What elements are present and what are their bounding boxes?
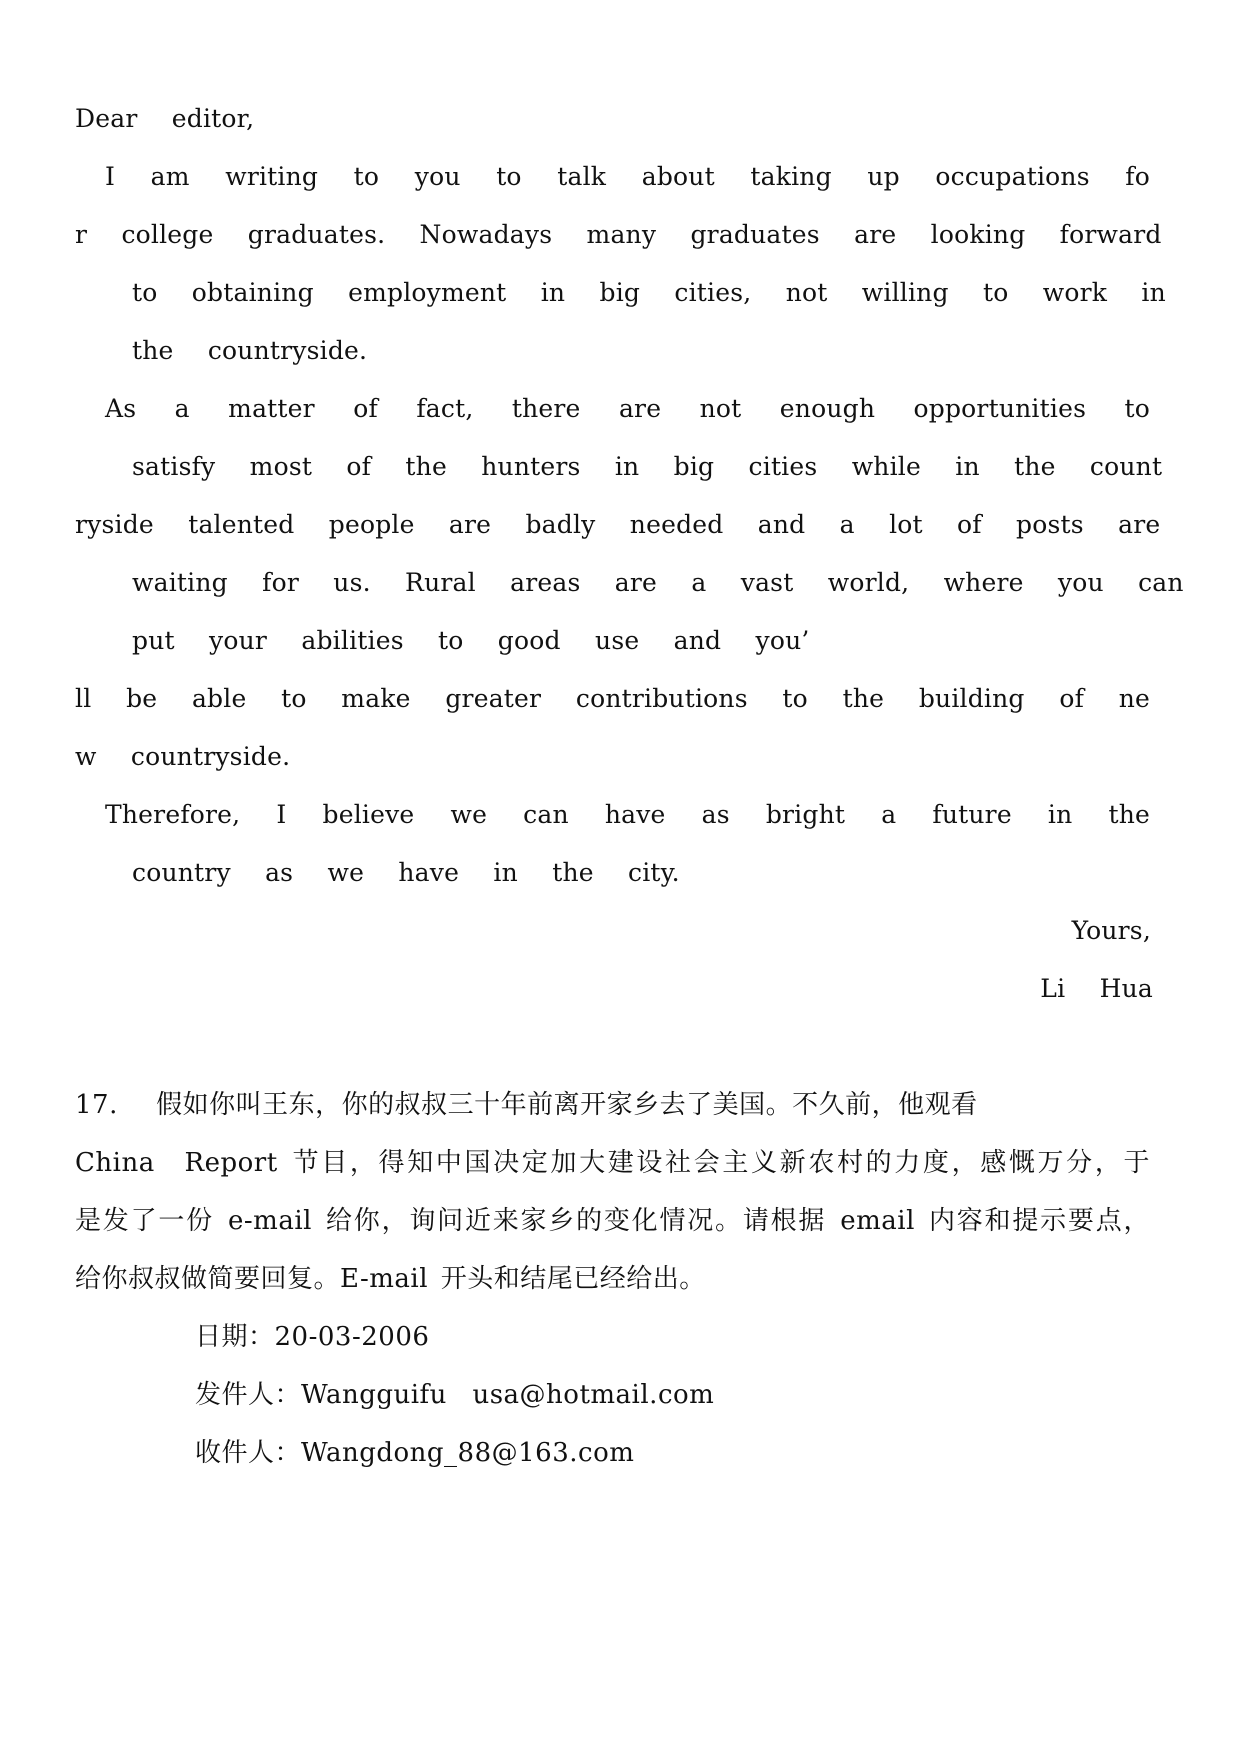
letter-line: put your abilities to good use and you’ [132,626,810,655]
letter-line: ll be able to make greater contributions to the building of ne [75,684,1150,713]
letter-closing: Yours, [1071,916,1151,945]
letter-line: country as we have in the city. [132,858,680,887]
email-to: 收件人：Wangdong_88@163.com [195,1438,635,1468]
letter-line: w countryside. [75,742,291,771]
letter-line: the countryside. [132,336,368,365]
letter-line: waiting for us. Rural areas are a vast world, where you can [132,568,1184,597]
letter-signature: Li Hua [1040,974,1153,1003]
letter-line: to obtaining employment in big cities, not willing to work in [132,278,1166,307]
question-line: 17. 假如你叫王东，你的叔叔三十年前离开家乡去了美国。不久前，他观看 [75,1090,978,1120]
question-line: China Report 节目，得知中国决定加大建设社会主义新农村的力度，感慨万分，于 [75,1148,1150,1178]
letter-line: satisfy most of the hunters in big cities while in the count [132,452,1163,481]
email-date: 日期：20-03-2006 [195,1322,430,1352]
email-from: 发件人：Wangguifu usa@hotmail.com [195,1380,715,1410]
letter-line: Therefore, I believe we can have as bright a future in the [105,800,1150,829]
letter-line: ryside talented people are badly needed and a lot of posts are [75,510,1161,539]
question-line: 是发了一份 e-mail 给你，询问近来家乡的变化情况。请根据 email 内容和提示要点， [75,1206,1150,1236]
question-line: 给你叔叔做简要回复。E-mail 开头和结尾已经给出。 [75,1264,706,1294]
letter-salutation: Dear editor, [75,104,255,133]
letter-line: r college graduates. Nowadays many graduates are looking forward [75,220,1162,249]
letter-line: As a matter of fact, there are not enough opportunities to [105,394,1150,423]
letter-line: I am writing to you to talk about taking up occupations fo [105,162,1150,191]
